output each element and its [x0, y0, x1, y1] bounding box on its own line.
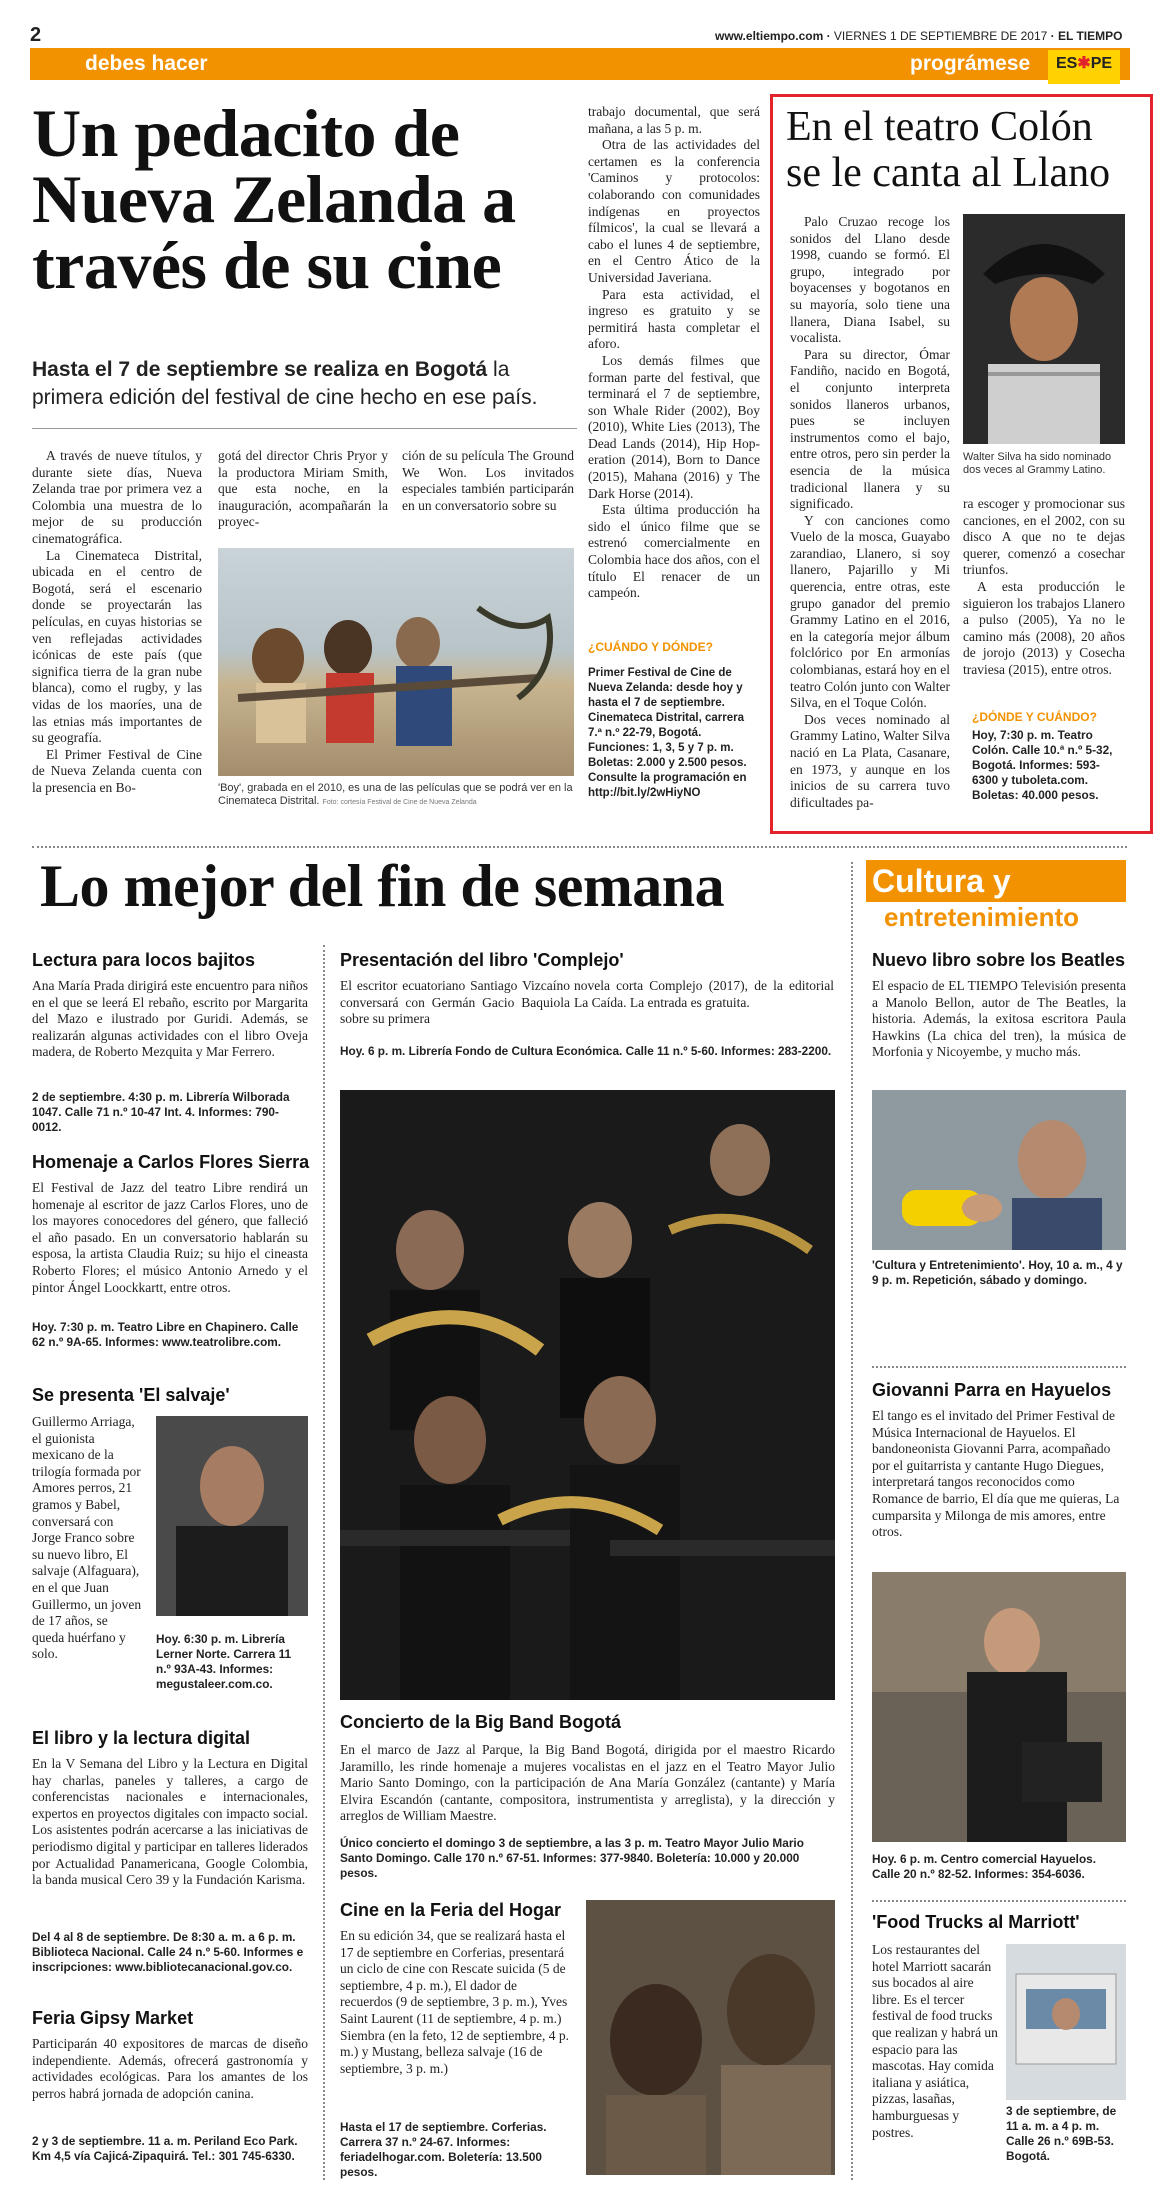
salvaje-text: Guillermo Arriaga, el guionista mexicano de la trilogía formada por Amores perros, 21 gramos y Babel, conversará con Jorge Franco sobre su nuevo libro, El salvaje (Alfaguara), en el que Juan Guillermo, un joven de 17 años, se queda huérfano y solo.	[32, 1414, 142, 1662]
locos-info: 2 de septiembre. 4:30 p. m. Librería Wilborada 1047. Calle 71 n.º 10-47 Int. 4. Informes: 790-0012.	[32, 1090, 290, 1134]
parra-info: Hoy. 6 p. m. Centro comercial Hayuelos. Calle 20 n.º 82-52. Informes: 354-6036.	[872, 1852, 1096, 1881]
parra-title: Giovanni Parra en Hayuelos	[872, 1380, 1112, 1400]
site-link[interactable]: www.eltiempo.com	[715, 29, 824, 43]
flores-info: Hoy. 7:30 p. m. Teatro Libre en Chapinero. Calle 62 n.º 9A-65. Informes: www.teatrolibre.com.	[32, 1320, 299, 1349]
nz-title: Un pedacito de Nueva Zelanda a través de su cine	[32, 95, 516, 303]
colon-col-left: Palo Cruzao recoge los sonidos del Llano desde 1998, cuando se formó. El grupo, integrado por boyacenses y bogotanos en su mayoría, solo tiene una llanera, Diana Isabel, su vocalista. Para su director, Ómar Fandiño, nacido en Bogotá, el conjunto interpreta sonidos llaneros urbanos, pues se incluyen instrumentos como el bajo, entre otros, pero sin perder la esencia de la música tradicional llanera y su significado. Y con canciones como Vuelo de la mosca, Guayabo zarandiao, Llanero, si soy llanero, Pajarillo y Mi querencia, entre otras, este grupo ganador del premio Grammy Latino en el 2016, en la categoría mejor álbum folclórico por En armonías colombianas, estará hoy en el teatro Colón junto con Walter Silva, en el Toque Colón. Dos veces nominado al Grammy Latino, Walter Silva nació en La Plata, Casanare, en 1973, y aunque en los inicios de su carrera tuvo dificultades pa-	[790, 214, 950, 810]
gipsy-info: 2 y 3 de septiembre. 11 a. m. Periland Eco Park. Km 4,5 vía Cajicá-Zipaquirá. Tel.: 301 745-6330.	[32, 2134, 298, 2163]
hogar-info: Hasta el 17 de septiembre. Corferias. Carrera 37 n.º 24-67. Informes: feriadelhogar.com. Boletería: 13.500 pesos.	[340, 2120, 547, 2179]
colon-when-text: Hoy, 7:30 p. m. Teatro Colón. Calle 10.ª n.º 5-32, Bogotá. Informes: 593-6300 y tuboleta.com. Boletas: 40.000 pesos.	[972, 728, 1113, 802]
hogar-title: Cine en la Feria del Hogar	[340, 1900, 562, 1920]
gipsy-title: Feria Gipsy Market	[32, 2008, 194, 2028]
colon-col-right: ra escoger y promocionar sus canciones, en el 2002, con su disco A que no te dejas querer, comenzó a cosechar triunfos. A esta producción le siguieron los trabajos Llanero a pulso (2005), Ya no le camino más (2008), 20 años de jorojo (2013) y Cosecha traviesa (2015), entre otros.	[963, 496, 1125, 677]
nz-subtitle: Hasta el 7 de septiembre se realiza en Bogotá la primera edición del festival de cine hecho en ese país.	[32, 358, 538, 409]
nz-film-photo	[218, 548, 574, 776]
paper-name: EL TIEMPO	[1058, 29, 1123, 43]
arriaga-photo	[156, 1416, 308, 1616]
colon-when-title: ¿DÓNDE Y CUÁNDO?	[972, 710, 1097, 724]
trucks-photo	[1006, 1944, 1126, 2100]
logo-star-icon: ✱	[1077, 55, 1091, 72]
nz-col3: ción de su película The Ground We Won. Los invitados especiales también participarán en un conversatorio sobre su	[402, 448, 574, 513]
complejo-title: Presentación del libro 'Complejo'	[340, 950, 624, 970]
bigband-title: Concierto de la Big Band Bogotá	[340, 1712, 622, 1732]
cultura-divider-1	[872, 1366, 1126, 1368]
complejo-text-b: novela corta Complejo (2017), de la editorial La Caída. La entrada es gratuita.	[574, 978, 834, 1010]
escape-logo: ES✱PE	[1048, 50, 1120, 84]
header-dateline: www.eltiempo.com · VIERNES 1 DE SEPTIEMBRE DE 2017 · EL TIEMPO	[715, 29, 1123, 43]
trucks-info: 3 de septiembre, de 11 a. m. a 4 p. m. Calle 26 n.º 69B-53. Bogotá.	[1006, 2104, 1117, 2163]
section-right-label: prográmese	[910, 52, 1031, 75]
weekend-title: Lo mejor del fin de semana	[40, 853, 725, 919]
nz-when-title: ¿CUÁNDO Y DÓNDE?	[588, 640, 713, 654]
trucks-text: Los restaurantes del hotel Marriott sacarán sus bocados al aire libre. Es el tercer festival de food trucks que realizan y habrá un espacio para las mascotas. Hay comida italiana y asiática, pizzas, lasañas, hamburguesas y postres.	[872, 1942, 998, 2140]
digital-info: Del 4 al 8 de septiembre. De 8:30 a. m. a 6 p. m. Biblioteca Nacional. Calle 24 n.º 5-60. Informes e inscripciones: www.bibliotecanacional.gov.co.	[32, 1930, 304, 1974]
section-left-label: debes hacer	[85, 52, 208, 75]
digital-text: En la V Semana del Libro y la Lectura en Digital hay charlas, paneles y talleres, a cargo de conferencistas nacionales e internacionales, expertos en proyectos digitales con impacto social. Los asistentes podrán acercarse a las iniciativas de periodismo digital y participar en talleres liderados por Actualidad Panamericana, Google Colombia, la banda musical Cero 39 y la Fundación Karisma.	[32, 1756, 308, 1888]
walter-caption: Walter Silva ha sido nominado dos veces al Grammy Latino.	[963, 451, 1112, 476]
walter-silva-photo	[963, 214, 1125, 444]
gipsy-text: Participarán 40 expositores de marcas de diseño independiente. Además, ofrecerá gastronomía y actividades ecológicas. Para los amantes de los perros habrá jornada de adopción canina.	[32, 2036, 308, 2101]
cultura-title-1: Cultura y	[866, 860, 1126, 902]
nz-subtitle-rule	[32, 428, 577, 429]
complejo-text-a: El escritor ecuatoriano Santiago Vizcaíno conversará con Germán Gacio Baquiola sobre su primera	[340, 978, 570, 1027]
cultura-banner	[866, 860, 1126, 932]
beatles-info: 'Cultura y Entretenimiento'. Hoy, 10 a. m., 4 y 9 p. m. Repetición, sábado y domingo.	[872, 1258, 1123, 1287]
nz-when-text: Primer Festival de Cine de Nueva Zelanda: desde hoy y hasta el 7 de septiembre. Cinemateca Distrital, carrera 7.ª n.º 22-79, Bogotá. Funciones: 1, 3, 5 y 7 p. m. Boletas: 2.000 y 2.500 pesos. Consulte la programación en http://bit.ly/2wHiyNO	[588, 667, 747, 799]
nz-col2: gotá del director Chris Pryor y la productora Miriam Smith, que esta noche, en la inauguración, acompañarán la proyec-	[218, 448, 388, 530]
col-divider-right	[851, 862, 853, 2180]
digital-title: El libro y la lectura digital	[32, 1728, 251, 1748]
bigband-photo	[340, 1090, 835, 1700]
hogar-photo	[586, 1900, 835, 2175]
bigband-info: Único concierto el domingo 3 de septiembre, a las 3 p. m. Teatro Mayor Julio Mario Santo Domingo. Calle 170 n.º 67-51. Informes: 377-9840. Boletería: 10.000 y 20.000 pesos.	[340, 1836, 804, 1880]
flores-text: El Festival de Jazz del teatro Libre rendirá un homenaje al escritor de jazz Carlos Flores, uno de los mayores conocedores del género, que falleció el año pasado. En un conversatorio hablarán su esposa, la artista Claudia Ruiz; su hijo el cineasta Roberto Flores; el músico Antonio Arnedo y el pintor Ángel Loockkartt, entre otros.	[32, 1180, 308, 1295]
parra-photo	[872, 1572, 1126, 1842]
salvaje-title: Se presenta 'El salvaje'	[32, 1385, 230, 1405]
nz-photo-caption: 'Boy', grabada en el 2010, es una de las películas que se podrá ver en la Cinemateca Distrital. Foto: cortesía Festival de Cine de Nueva Zelanda	[218, 782, 573, 807]
trucks-title: 'Food Trucks al Marriott'	[872, 1912, 1080, 1932]
locos-title: Lectura para locos bajitos	[32, 950, 256, 970]
col-divider-left	[323, 945, 325, 2180]
beatles-title: Nuevo libro sobre los Beatles	[872, 950, 1126, 970]
parra-text: El tango es el invitado del Primer Festival de Música Internacional de Hayuelos. El bandoneonista Giovanni Parra, acompañado por el guitarrista y cantante Hugo Diegues, interpretará tangos reconocidos como Romance de barrio, El día que me quieras, La cumparsita y Milonga de mis amores, entre otros.	[872, 1408, 1120, 1540]
bigband-text: En el marco de Jazz al Parque, la Big Band Bogotá, dirigida por el maestro Ricardo Jaramillo, les rinde homenaje a mujeres vocalistas en el jazz en el Teatro Mayor Julio Mario Santo Domingo, con la participación de Ana María González (cantante) y María Elvira Escandón (cantante, compositora, instrumentista y arreglista), y la dirección y arreglos de William Maestre.	[340, 1742, 835, 1824]
cultura-divider-2	[872, 1900, 1126, 1902]
page-number: 2	[30, 24, 42, 46]
colon-title: En el teatro Colón se le canta al Llano	[786, 104, 1111, 196]
locos-text: Ana María Prada dirigirá este encuentro para niños en el que se leerá El rebaño, escrito por Margarita del Mazo e ilustrado por Guridi. Además, se realizarán algunas actividades con el libro Oveja madera, de Roberto Mezquita y Mar Ferrero.	[32, 978, 308, 1060]
hogar-text: En su edición 34, que se realizará hasta el 17 de septiembre en Corferias, presentará un ciclo de cine con Rescate suicida (5 de septiembre, 4 p. m.), El dador de recuerdos (9 de septiembre, 3 p. m.), Yves Saint Laurent (11 de septiembre, 4 p. m.) Siembra (en la feto, 12 de septiembre, 4 p. m.) y Mustang, belleza salvaje (16 de septiembre, 3 p. m.)	[340, 1928, 570, 2076]
nz-col4: trabajo documental, que será mañana, a las 5 p. m. Otra de las actividades del certamen es la conferencia 'Caminos y protocolos: colaborando con comunidades indígenas en proyectos fílmicos', la cual se llevará a cabo el lunes 4 de septiembre, en el Centro Ático de la Universidad Javeriana. Para esta actividad, el ingreso es gratuito y se permitirá hasta completar el aforo. Los demás filmes que forman parte del festival, que terminará el 7 de septiembre, son Whale Rider (2002), Boy (2010), White Lies (2013), The Dead Lands (2014), Hip Hop-eration (2014), Born to Dance (2015), Mahana (2016) y The Dark Horse (2014). Esta última producción ha sido el único filme que se estrenó comercialmente en Colombia hace dos años, con el título El renacer de un campeón.	[588, 104, 760, 601]
salvaje-info: Hoy. 6:30 p. m. Librería Lerner Norte. Carrera 11 n.º 93A-43. Informes: megustaleer.com.co.	[156, 1632, 292, 1691]
flores-title: Homenaje a Carlos Flores Sierra	[32, 1152, 310, 1172]
beatles-text: El espacio de EL TIEMPO Televisión presenta a Manolo Bellon, autor de The Beatles, la historia. Además, la exitosa escritora Paula Hawkins (La chica del tren), la música de Morfonia y Nicoyembe, y mucho más.	[872, 978, 1126, 1060]
top-divider	[32, 846, 1127, 848]
nz-photo-credit: Foto: cortesía Festival de Cine de Nueva Zelanda	[322, 799, 477, 806]
nz-col1: A través de nueve títulos, y durante siete días, Nueva Zelanda trae por primera vez a Colombia una muestra de lo mejor de su producción cinematográfica. La Cinemateca Distrital, ubicada en el centro de Bogotá, será el escenario donde se proyectarán las películas, en cuyas historias se ven reflejadas actividades icónicas de este país (que significa tierra de la gran nube blanca), como el rugby, y las vidas de los maoríes, una de las etnias más importantes de su geografía. El Primer Festival de Cine de Nueva Zelanda cuenta con la presencia en Bo-	[32, 448, 202, 795]
complejo-info: Hoy. 6 p. m. Librería Fondo de Cultura Económica. Calle 11 n.º 5-60. Informes: 283-2200.	[340, 1044, 832, 1058]
beatles-photo	[872, 1090, 1126, 1250]
cultura-title-2: entretenimiento	[884, 902, 1080, 932]
section-band	[30, 48, 1130, 80]
header-date: VIERNES 1 DE SEPTIEMBRE DE 2017	[833, 29, 1048, 43]
